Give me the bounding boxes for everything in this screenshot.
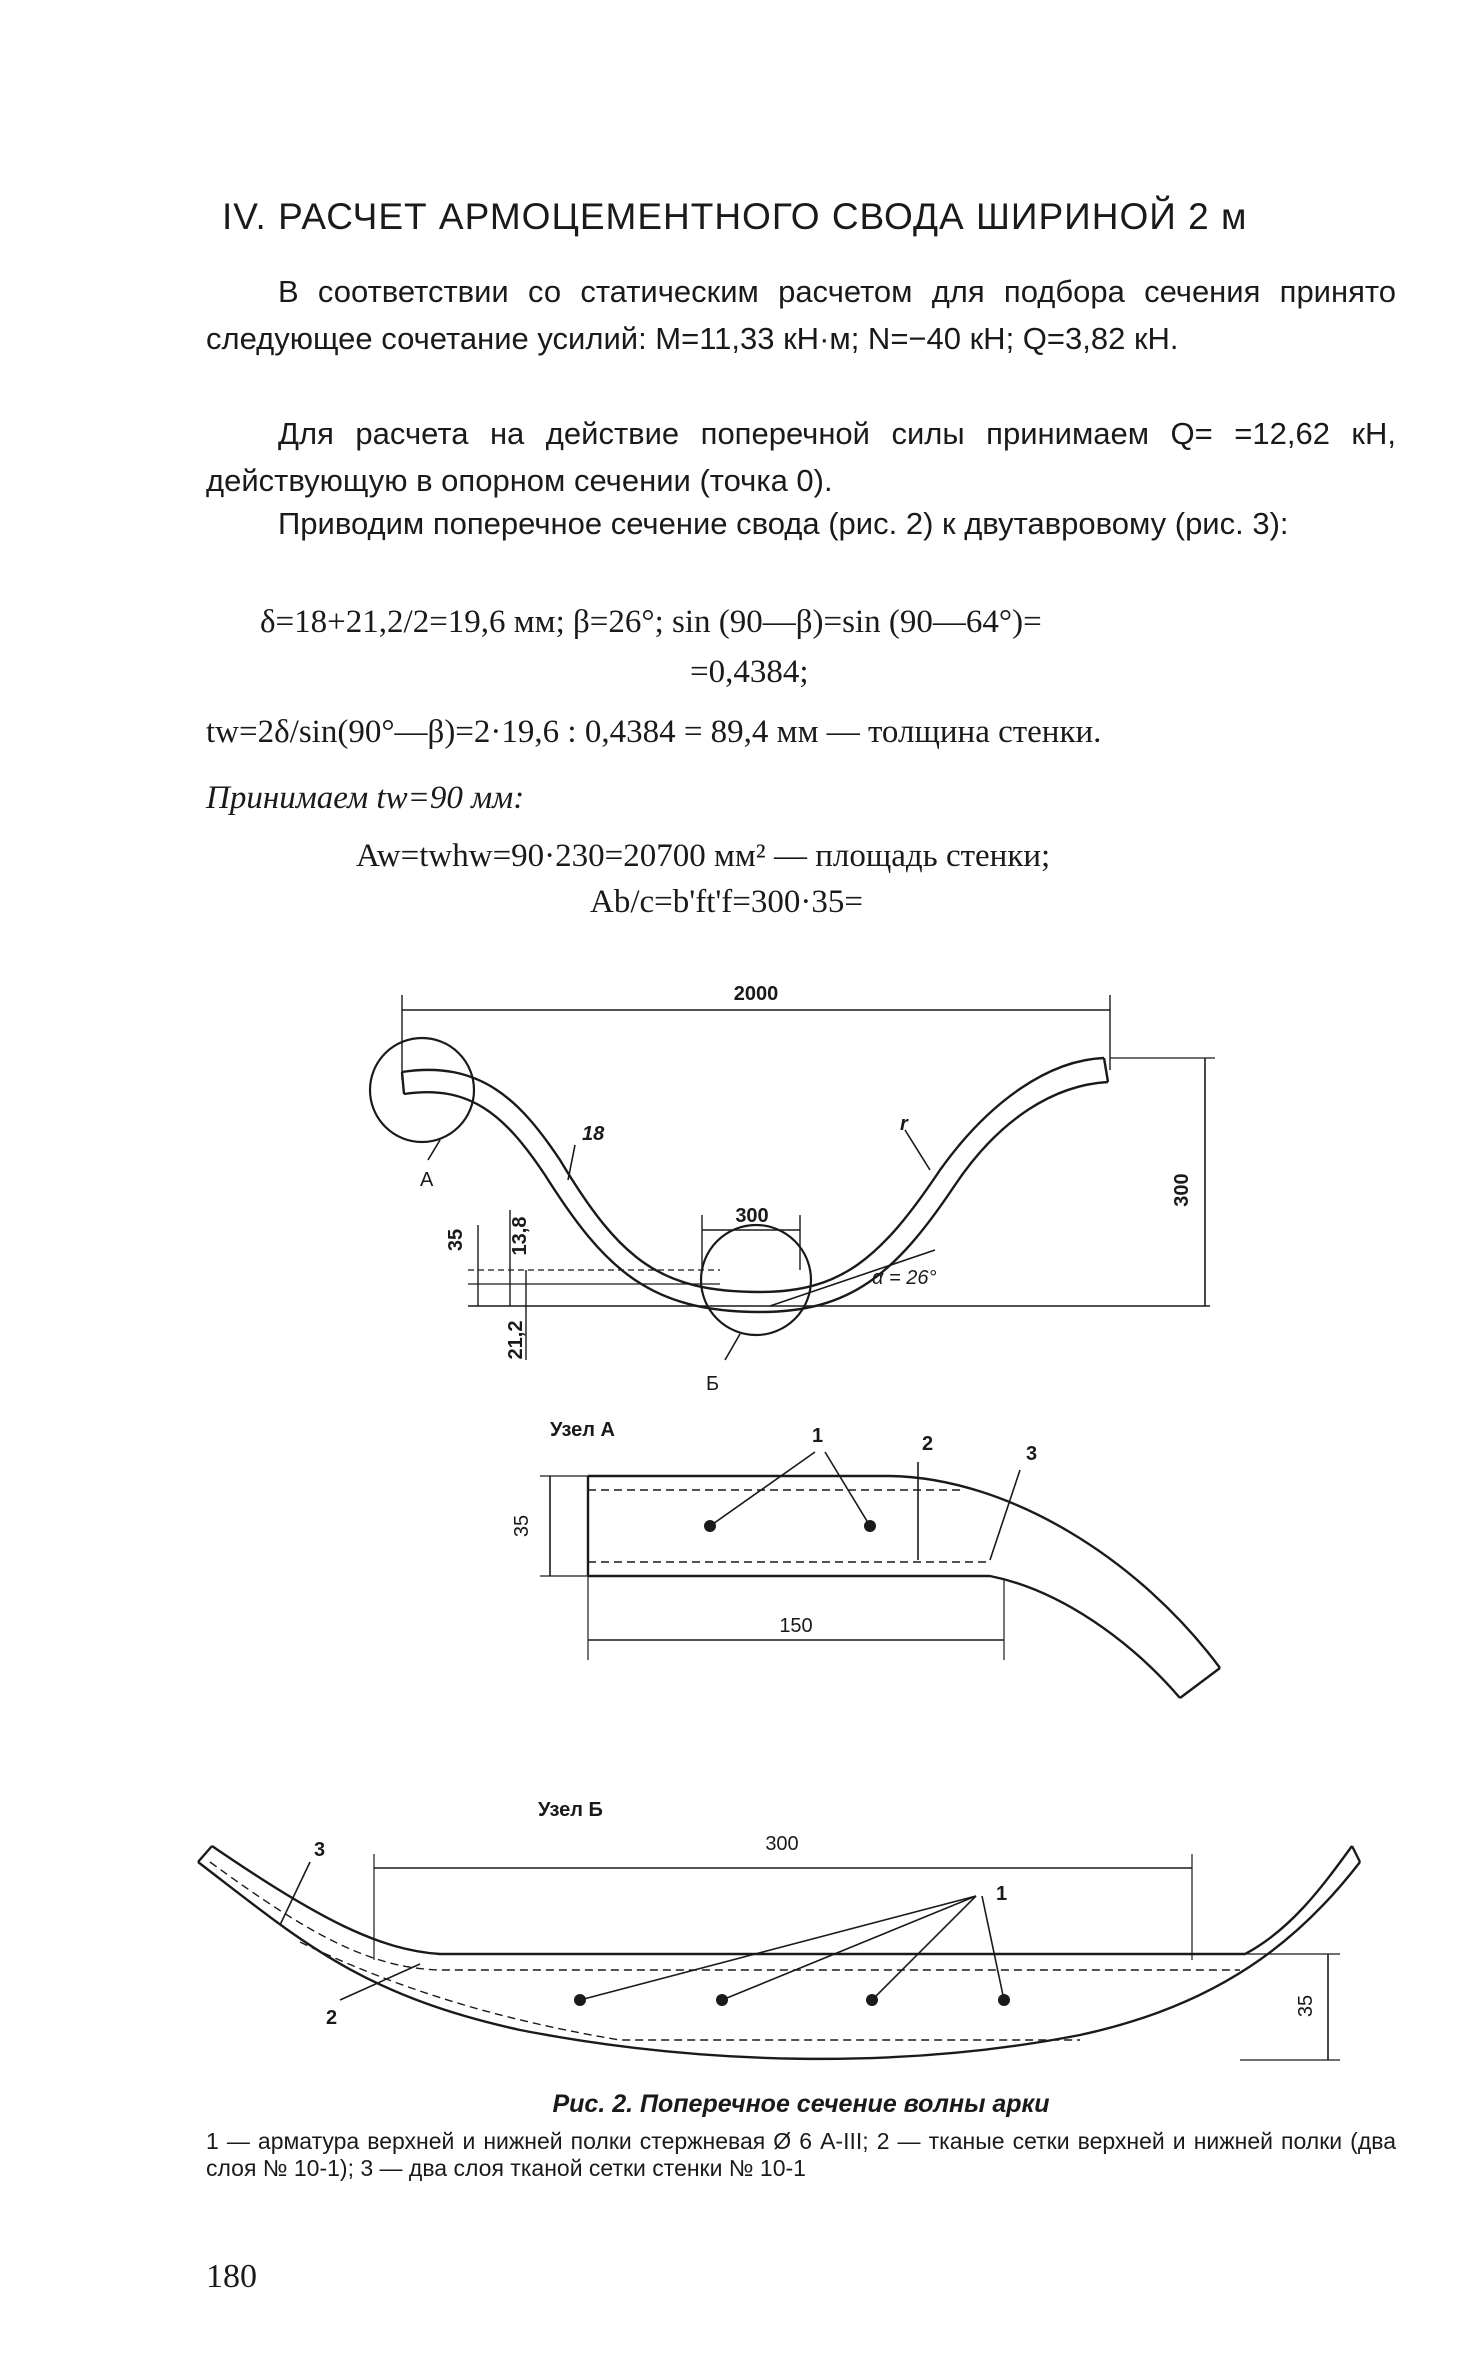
main-wave-drawing	[370, 995, 1215, 1360]
label-node-b-title: Узел Б	[538, 1799, 603, 1821]
equation-delta-result: =0,4384;	[690, 654, 809, 690]
paragraph-section	[206, 500, 1396, 547]
label-35-main: 35	[445, 1228, 467, 1252]
callout-a-2: 2	[922, 1433, 934, 1455]
figure-caption-title: Рис. 2. Поперечное сечение волны арки	[552, 2090, 1050, 2118]
equation-delta: δ=18+21,2/2=19,6 мм; β=26°; sin (90—β)=sin (90—64°)=	[260, 604, 1042, 640]
figure-cross-section	[0, 960, 1476, 2210]
wave-outer-edge	[402, 1058, 1104, 1292]
equation-abf: Ab/c=b'ft'f=300·35=	[590, 884, 864, 920]
node-b-circle	[701, 1225, 811, 1335]
callout-b-3: 3	[314, 1839, 326, 1861]
paragraph-section-text: Приводим поперечное сечение свода (рис. 2) к двутавровому (рис. 3):	[278, 506, 1289, 541]
label-300-bottom: 300	[735, 1205, 769, 1227]
label-node-a-title: Узел А	[550, 1419, 615, 1441]
callout-a-3: 3	[1026, 1443, 1038, 1465]
label-node-a-150: 150	[779, 1615, 813, 1637]
equation-aw: Aw=twhw=90·230=20700 мм² — площадь стенки;	[356, 838, 1051, 874]
label-13-8: 13,8	[509, 1216, 531, 1256]
paragraph-forces-text: В соответствии со статическим расчетом для подбора сечения принято следующее сочетание усилий: M=11,33 кН·м; N=−40 кН; Q=3,82 кН.	[206, 274, 1396, 356]
callout-b-1: 1	[996, 1883, 1008, 1905]
section-heading: IV. РАСЧЕТ АРМОЦЕМЕНТНОГО СВОДА ШИРИНОЙ 2 м	[222, 196, 1248, 237]
label-node-b-300: 300	[765, 1833, 799, 1855]
equation-tw: tw=2δ/sin(90°—β)=2·19,6 : 0,4384 = 89,4 мм — толщина стенки.	[206, 714, 1102, 750]
label-300-height: 300	[1171, 1173, 1193, 1207]
label-node-b-35: 35	[1295, 1994, 1317, 2018]
label-node-b: Б	[706, 1373, 720, 1395]
label-alpha: α = 26°	[872, 1267, 937, 1289]
label-18: 18	[582, 1123, 605, 1145]
node-b-drawing	[198, 1846, 1360, 2060]
label-2000: 2000	[733, 983, 779, 1005]
equation-accept: Принимаем tw=90 мм:	[206, 780, 525, 816]
label-r: r	[900, 1113, 908, 1135]
paragraph-forces	[206, 268, 1396, 362]
page-number: 180	[206, 2258, 257, 2295]
node-a-drawing	[540, 1452, 1220, 1698]
label-node-a: А	[420, 1169, 434, 1191]
callout-a-1: 1	[812, 1425, 824, 1447]
callout-b-2: 2	[326, 2007, 338, 2029]
label-node-a-35: 35	[511, 1514, 533, 1538]
label-21-2: 21,2	[505, 1320, 527, 1360]
node-a-circle	[370, 1038, 474, 1142]
figure-caption-body: 1 — арматура верхней и нижней полки стержневая Ø 6 А-III; 2 — тканые сетки верхней и нижней полки (два слоя № 10-1); 3 — два слоя тканой сетки стенки № 10-1	[206, 2128, 1396, 2181]
paragraph-shear-text: Для расчета на действие поперечной силы принимаем Q= =12,62 кН, действующую в опорном сечении (точка 0).	[206, 416, 1396, 498]
paragraph-shear	[206, 410, 1396, 504]
